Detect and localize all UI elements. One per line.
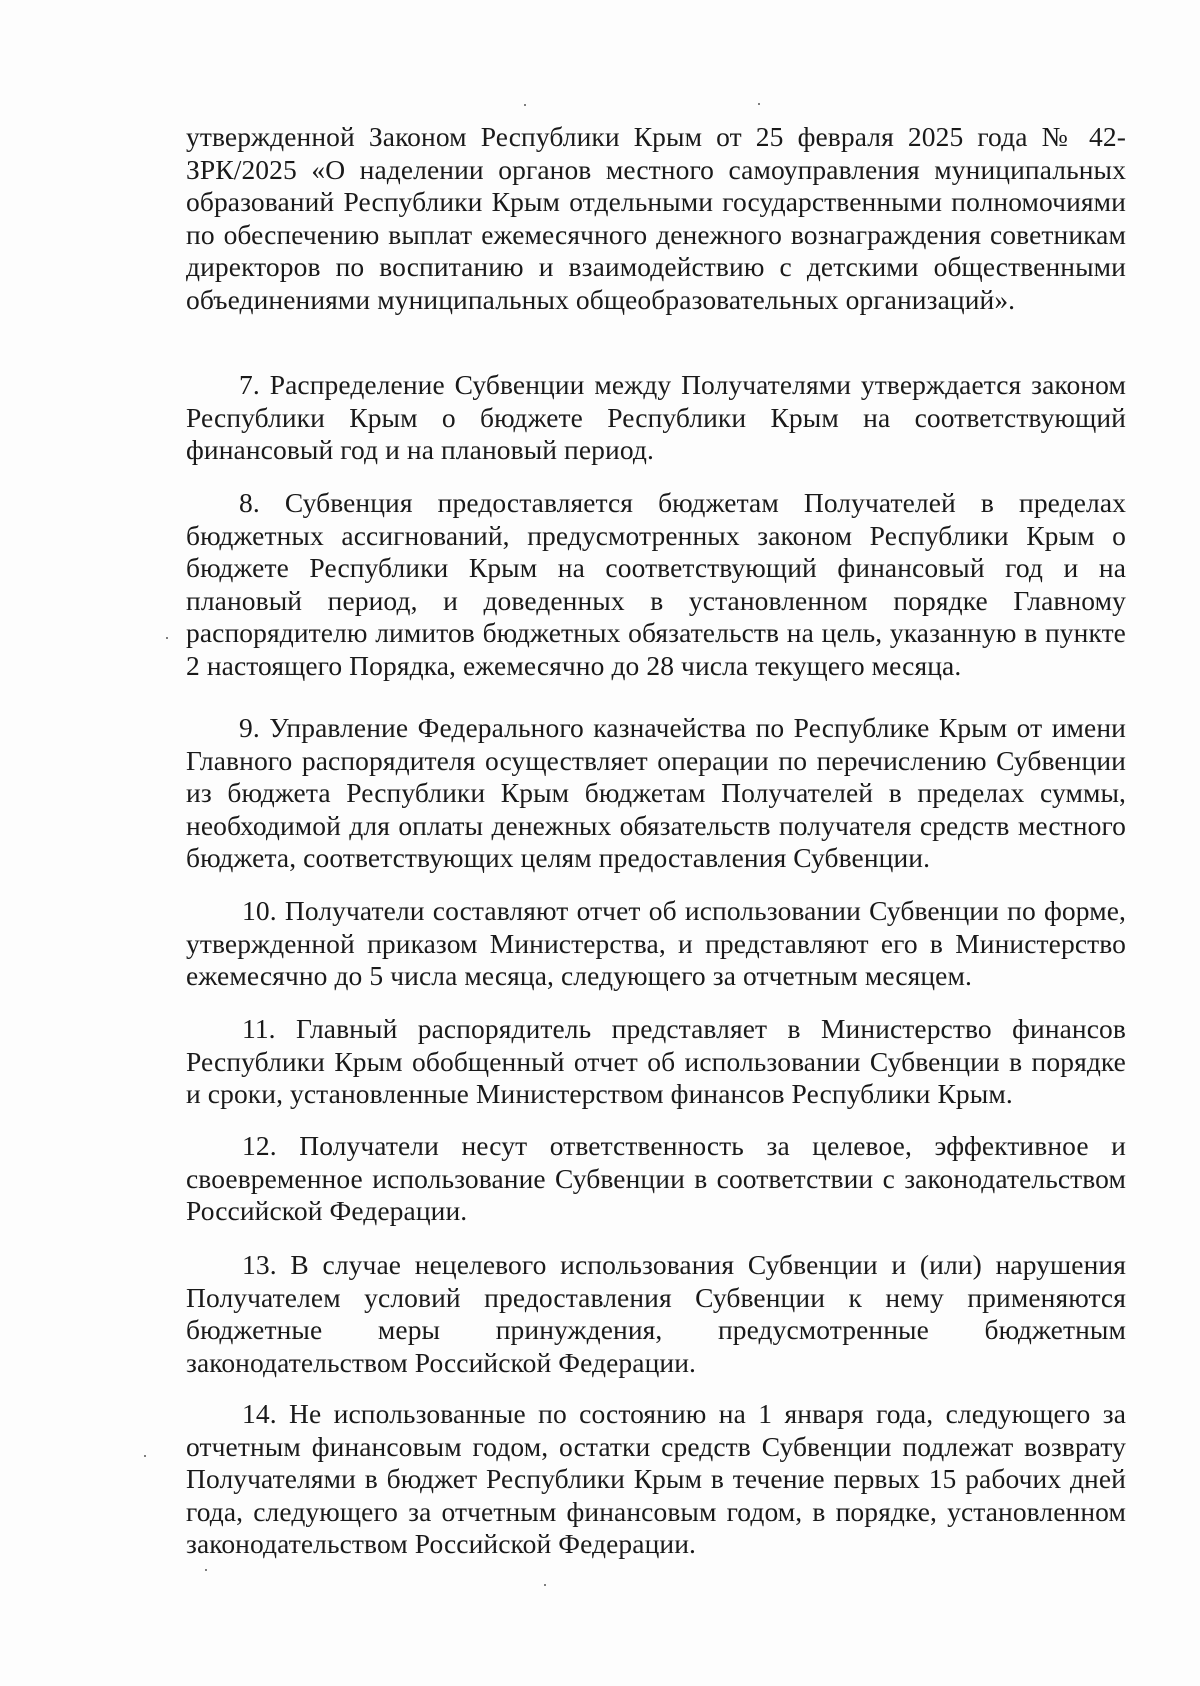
paragraph-7: 7. Распределение Субвенции между Получателями утверждается законом Республики Крым о бюджете Республики Крым на соответствующий финансовый год и на плановый период. (186, 369, 1126, 465)
scan-speck (144, 1455, 146, 1457)
paragraph-14: 14. Не использованные по состоянию на 1 января года, следующего за отчетным финансовым годом, остатки средств Субвенции подлежат возврату Получателями в бюджет Республики Крым в течение первых 15 рабочих дней года, следующего за отчетным финансовым годом, в порядке, установленном законодательством Российской Федерации. (186, 1398, 1126, 1559)
paragraph-10: 10. Получатели составляют отчет об использовании Субвенции по форме, утвержденной приказом Министерства, и представляют его в Министерство ежемесячно до 5 числа месяца, следующего за отчетным месяцем. (186, 895, 1126, 991)
paragraph-12: 12. Получатели несут ответственность за целевое, эффективное и своевременное использование Субвенции в соответствии с законодательством Российской Федерации. (186, 1130, 1126, 1226)
scan-speck (758, 103, 760, 105)
continuation-paragraph: утвержденной Законом Республики Крым от 25 февраля 2025 года № 42-ЗРК/2025 «О наделении органов местного самоуправления муниципальных образований Республики Крым отдельными государственными полномочиями по обеспечению выплат ежемесячного денежного вознаграждения советникам директоров по воспитанию и взаимодействию с детскими общественными объединениями муниципальных общеобразовательных организаций». (186, 121, 1126, 315)
paragraph-11: 11. Главный распорядитель представляет в Министерство финансов Республики Крым обобщенный отчет об использовании Субвенции в порядке и сроки, установленные Министерством финансов Республики Крым. (186, 1013, 1126, 1109)
scan-speck (544, 1584, 546, 1586)
paragraph-9: 9. Управление Федерального казначейства по Республике Крым от имени Главного распорядителя осуществляет операции по перечислению Субвенции из бюджета Республики Крым бюджетам Получателей в пределах суммы, необходимой для оплаты денежных обязательств получателя средств местного бюджета, соответствующих целям предоставления Субвенции. (186, 712, 1126, 873)
paragraph-13: 13. В случае нецелевого использования Субвенции и (или) нарушения Получателем условий предоставления Субвенции к нему применяются бюджетные меры принуждения, предусмотренные бюджетным законодательством Российской Федерации. (186, 1249, 1126, 1378)
scan-speck (166, 637, 168, 639)
paragraph-8: 8. Субвенция предоставляется бюджетам Получателей в пределах бюджетных ассигнований, предусмотренных законом Республики Крым о бюджете Республики Крым на соответствующий финансовый год и на плановый период, и доведенных в установленном порядке Главному распорядителю лимитов бюджетных обязательств на цель, указанную в пункте 2 настоящего Порядка, ежемесячно до 28 числа текущего месяца. (186, 487, 1126, 681)
scan-speck (524, 104, 526, 106)
scan-speck (205, 1569, 207, 1571)
